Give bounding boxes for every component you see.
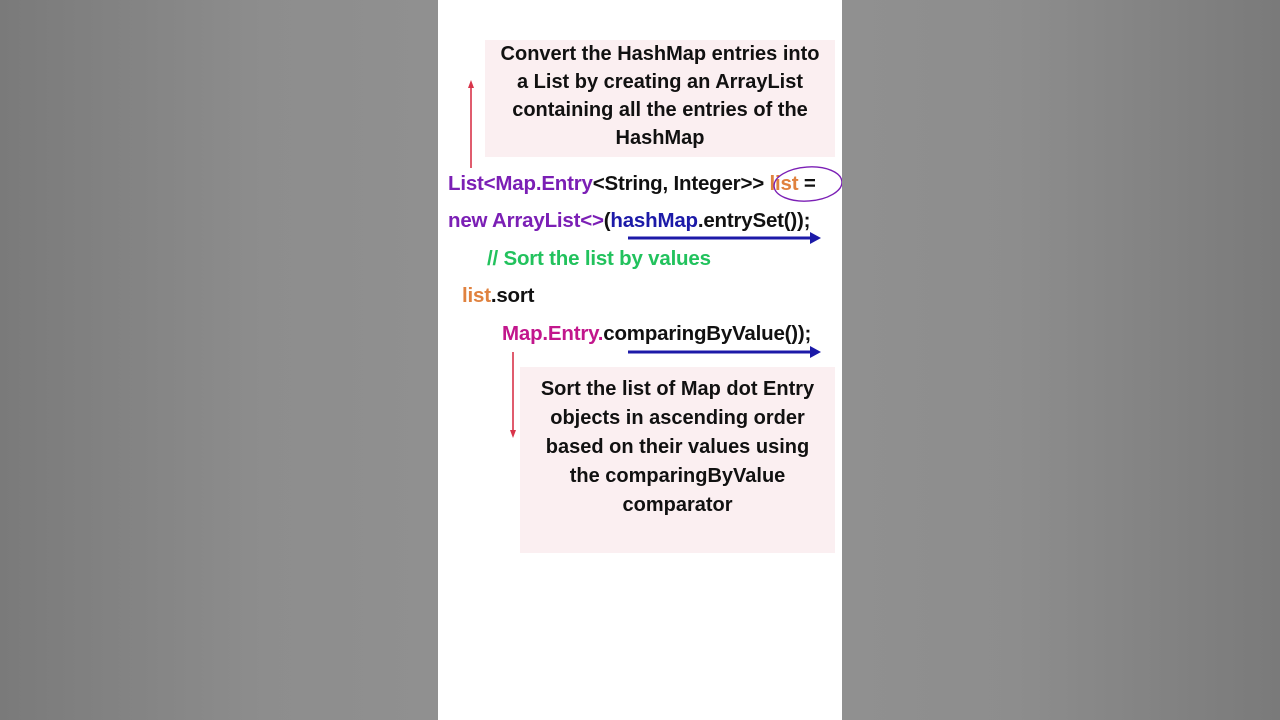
note-top-text: Convert the HashMap entries into a List by creating an ArrayList containing all the entries of the HashMap <box>500 43 820 149</box>
code-entryset: .entrySet()); <box>697 209 811 232</box>
arrow-right-blue-icon-2 <box>628 346 821 358</box>
code-hashmap: hashMap <box>610 209 698 232</box>
code-map-entry: Map.Entry. <box>502 322 604 345</box>
code-comparing-by-value: comparingByValue()); <box>603 322 812 345</box>
code-equals: = <box>798 172 816 195</box>
code-open-paren: ( <box>603 209 611 232</box>
code-list-type: List<Map.Entry <box>448 172 593 195</box>
arrow-right-blue-icon-1 <box>628 232 821 244</box>
code-comment: // Sort the list by values <box>487 247 711 270</box>
left-blur-background <box>0 0 438 720</box>
code-generics: <String, Integer>> <box>592 172 764 195</box>
note-bottom-text: Sort the list of Map dot Entry objects in ascending order based on their values using the comparingByValue comparator <box>540 378 815 516</box>
code-list-var-2: list <box>462 284 491 307</box>
annotation-overlay <box>438 0 842 720</box>
content-panel <box>438 0 842 720</box>
code-sort: .sort <box>490 284 535 307</box>
right-blur-background <box>842 0 1280 720</box>
arrow-down-red-icon <box>510 352 516 438</box>
code-new-arraylist: new ArrayList<> <box>448 209 604 232</box>
arrow-up-red-icon <box>468 80 474 168</box>
highlight-circle-icon <box>773 165 842 204</box>
code-list-var: list <box>764 172 799 195</box>
